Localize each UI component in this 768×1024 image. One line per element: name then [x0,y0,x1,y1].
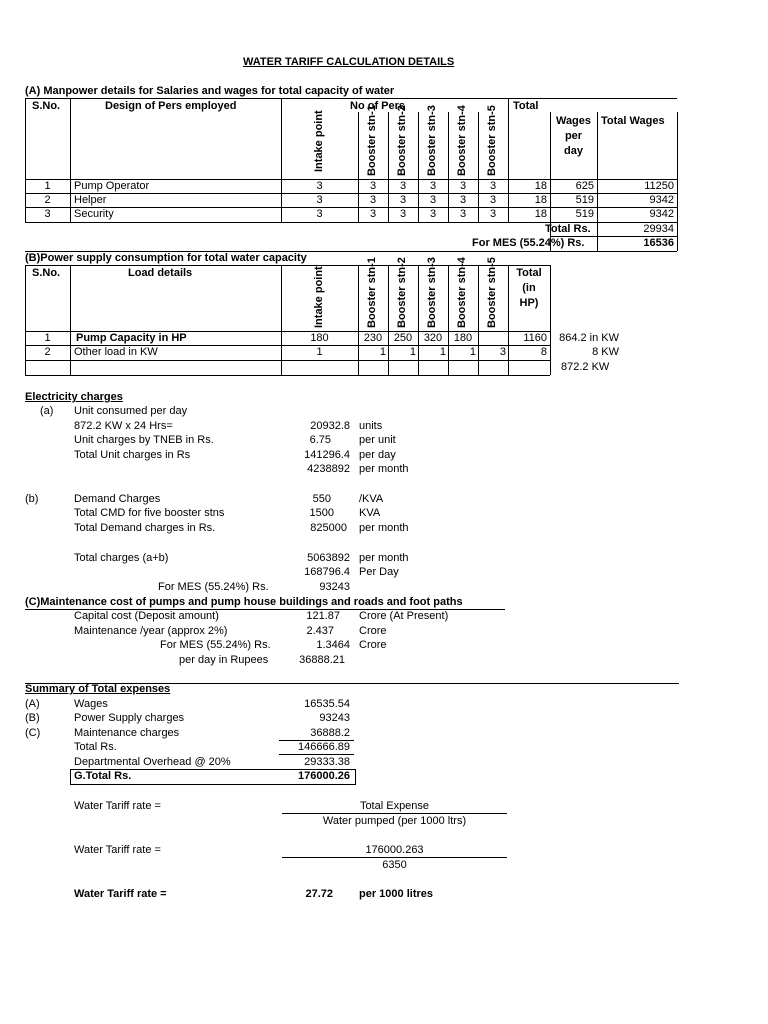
summary-tag: (C) [25,727,41,739]
col-sno: S.No. [32,100,61,112]
row-design: Pump Operator [74,180,150,192]
row-load: Pump Capacity in HP [76,332,187,344]
row-design: Helper [74,194,107,206]
col-wages: Wages [555,115,592,127]
summary-value: 36888.2 [310,727,350,739]
tariff-denominator: Water pumped (per 1000 ltrs) [322,815,467,827]
col-total: Total [513,100,539,112]
station-header-booster-1: Booster stn-1 [366,105,378,176]
row-count: 3 [429,194,437,206]
calc-unit: per month [359,522,409,534]
tariff-result: 27.72 [305,888,333,900]
row-count: 3 [489,194,497,206]
station-header-booster-3: Booster stn-3 [426,105,438,176]
calc-value: 4238892 [307,463,350,475]
calc-label: Total CMD for five booster stns [74,507,225,519]
tariff-numerator: 176000.263 [365,844,424,856]
section-a-heading: (A) Manpower details for Salaries and wages for total capacity of water [25,85,395,97]
calc-unit: per day [359,449,396,461]
station-header-intake: Intake point [313,110,325,172]
summary-heading: Summary of Total expenses [25,683,171,695]
calc-label: per day in Rupees [179,654,269,666]
row-total: 1160 [523,332,547,344]
calc-label: Demand Charges [74,493,161,505]
calc-label: 872.2 KW x 24 Hrs= [74,420,173,432]
calc-value: 168796.4 [304,566,350,578]
row-value: 180 [310,332,329,344]
calc-unit: Per Day [359,566,399,578]
row-count: 3 [399,194,407,206]
calc-value: 36888.21 [299,654,345,666]
calc-value: 2.437 [306,625,334,637]
tariff-label: Water Tariff rate = [74,888,167,900]
row-load: Other load in KW [74,346,158,358]
calc-label: Unit charges by TNEB in Rs. [74,434,214,446]
summary-label: Power Supply charges [74,712,185,724]
station-header-booster-5: Booster stn-5 [486,257,498,328]
tariff-denominator: 6350 [382,859,407,871]
row-sno: 1 [44,180,51,192]
tariff-result-unit: per 1000 litres [359,888,433,900]
section-c-heading: (C)Maintenance cost of pumps and pump house buildings and roads and foot paths [25,596,463,608]
row-wages: 519 [575,194,594,206]
calc-label: Total Demand charges in Rs. [74,522,216,534]
summary-value: 93243 [319,712,350,724]
col-no-of-pers: No of Pers [350,100,406,112]
row-count: 3 [399,180,407,192]
calc-unit: per month [359,552,409,564]
calc-value: 121.87 [306,610,340,622]
summary-value: 146666.89 [298,741,350,753]
row-wages: 519 [575,208,594,220]
summary-value: 29333.38 [304,756,350,768]
row-count: 3 [459,194,467,206]
tariff-label: Water Tariff rate = [74,844,161,856]
station-header-booster-5: Booster stn-5 [486,105,498,176]
calc-unit: per unit [359,434,396,446]
row-total-wages: 9342 [649,208,674,220]
calc-value: 1.3464 [316,639,350,651]
row-value: 1 [439,346,446,358]
col-wages-3: day [564,145,583,157]
calc-unit: per month [359,463,409,475]
grand-total-value: 176000.26 [298,770,350,782]
row-value: 1 [469,346,476,358]
row-sno: 3 [44,208,51,220]
row-value: 1 [379,346,386,358]
station-header-booster-1: Booster stn-1 [366,257,378,328]
mes-label: For MES (55.24%) Rs. [158,581,269,593]
station-header-booster-2: Booster stn-2 [396,257,408,328]
col-sno: S.No. [32,267,61,279]
part-a-tag: (a) [40,405,54,417]
total-rs-label: Total Rs. [545,223,591,235]
col-load: Load details [128,267,193,279]
row-side-kw: 8 KW [592,346,619,358]
side-total-kw: 872.2 KW [561,361,610,373]
calc-unit: Crore [359,625,387,637]
row-value: 250 [393,332,413,344]
calc-unit: Crore [359,639,387,651]
row-value: 230 [363,332,383,344]
row-side-kw: 864.2 in KW [559,332,619,344]
summary-tag: (B) [25,712,40,724]
row-total-wages: 11250 [644,180,674,192]
row-total: 18 [534,194,547,206]
row-count: 3 [369,194,377,206]
row-value: 320 [423,332,443,344]
row-count: 3 [316,208,323,220]
summary-value: 16535.54 [304,698,350,710]
calc-label: For MES (55.24%) Rs. [160,639,271,651]
part-b-tag: (b) [25,493,39,505]
calc-value: 5063892 [307,552,350,564]
row-count: 3 [459,180,467,192]
row-sno: 1 [44,332,51,344]
row-total: 18 [534,208,547,220]
row-sno: 2 [44,194,51,206]
row-count: 3 [429,180,437,192]
row-count: 3 [316,180,323,192]
calc-label: Total Unit charges in Rs [74,449,191,461]
station-header-booster-4: Booster stn-4 [456,257,468,328]
calc-value: 6.75 [309,434,331,446]
summary-label: Total Rs. [74,741,117,753]
calc-value: 20932.8 [310,420,350,432]
total-rs-value: 29934 [643,223,674,235]
electricity-heading: Electricity charges [25,391,123,403]
row-value: 1 [316,346,323,358]
row-sno: 2 [44,346,51,358]
row-count: 3 [489,208,497,220]
calc-unit: Crore (At Present) [359,610,449,622]
row-total: 18 [534,180,547,192]
row-total: 8 [540,346,547,358]
summary-label: Wages [74,698,108,710]
col-wages-2: per [564,130,583,142]
calc-unit: units [359,420,383,432]
part-a-heading: Unit consumed per day [74,405,188,417]
row-design: Security [74,208,114,220]
row-count: 3 [399,208,407,220]
calc-value: 825000 [310,522,347,534]
calc-label: Maintenance /year (approx 2%) [74,625,228,637]
calc-label: Capital cost (Deposit amount) [74,610,219,622]
mes-value: 16536 [643,237,674,249]
row-wages: 625 [575,180,594,192]
tariff-label: Water Tariff rate = [74,800,161,812]
section-b-heading: (B)Power supply consumption for total water capacity [25,252,307,264]
row-count: 3 [459,208,467,220]
row-value: 3 [499,346,506,358]
calc-value: 1500 [309,507,334,519]
mes-value: 93243 [319,581,350,593]
calc-value: 550 [312,493,331,505]
station-header-booster-3: Booster stn-3 [426,257,438,328]
station-header-intake: Intake point [313,266,325,328]
summary-tag: (A) [25,698,40,710]
row-count: 3 [369,180,377,192]
mes-label: For MES (55.24%) Rs. [472,237,585,249]
calc-unit: /KVA [359,493,384,505]
row-count: 3 [369,208,377,220]
summary-label: Maintenance charges [74,727,180,739]
tariff-numerator: Total Expense [359,800,430,812]
col-total-hp-2: (in [522,282,536,294]
col-design: Design of Pers employed [105,100,237,112]
station-header-booster-2: Booster stn-2 [396,105,408,176]
page-title: WATER TARIFF CALCULATION DETAILS [243,56,455,68]
station-header-booster-4: Booster stn-4 [456,105,468,176]
calc-label: Total charges (a+b) [74,552,169,564]
row-count: 3 [429,208,437,220]
col-total-hp-3: HP) [519,297,539,309]
row-value: 1 [409,346,416,358]
row-count: 3 [489,180,497,192]
row-value: 180 [453,332,473,344]
col-total-wages: Total Wages [601,115,665,127]
grand-total-label: G.Total Rs. [74,770,132,782]
row-total-wages: 9342 [649,194,674,206]
calc-unit: KVA [359,507,381,519]
summary-label: Departmental Overhead @ 20% [74,756,231,768]
row-count: 3 [316,194,323,206]
col-total-hp: Total [516,267,542,279]
calc-value: 141296.4 [304,449,350,461]
